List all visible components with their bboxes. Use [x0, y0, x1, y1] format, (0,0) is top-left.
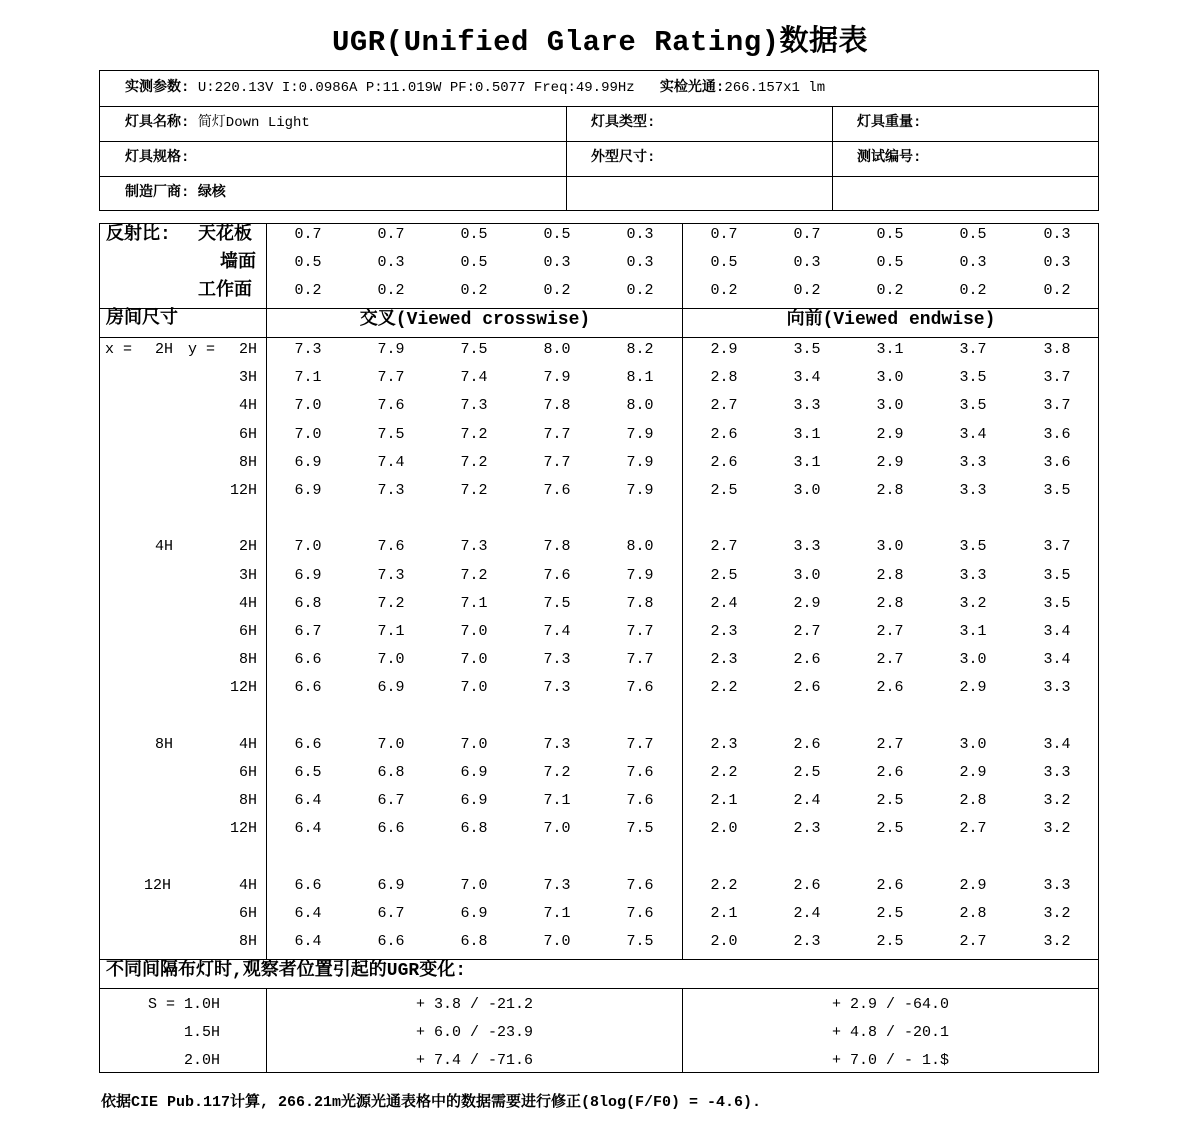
ugr-value: 6.9 [460, 905, 488, 922]
ugr-value: 3.5 [959, 538, 987, 556]
ugr-value: 2.9 [959, 679, 987, 697]
name-value: 简灯Down Light [197, 115, 310, 131]
endwise-label: 向前(Viewed endwise) [786, 310, 996, 330]
ugr-value: 7.5 [626, 820, 654, 838]
ugr-value: 7.0 [294, 538, 322, 556]
ugr-value: 8.2 [626, 341, 654, 358]
ugr-value: 3.5 [959, 397, 987, 415]
ugr-value: 7.0 [460, 735, 488, 753]
x-dimension: 12H [144, 876, 172, 894]
work-plane-label: 工作面 [198, 281, 252, 301]
ugr-value: 7.1 [543, 792, 571, 810]
reflectance-ceiling-value: 0.5 [959, 226, 987, 243]
ugr-value: 2.3 [793, 933, 821, 951]
reflectance-wall-value: 0.5 [460, 254, 488, 272]
reflectance-work-value: 0.2 [377, 282, 405, 300]
ugr-value: 7.8 [543, 397, 571, 415]
reflectance-ceiling-value: 0.3 [626, 226, 654, 243]
ugr-value: 2.6 [710, 453, 738, 471]
ugr-value: 2.9 [876, 453, 904, 471]
crosswise-label: 交叉(Viewed crosswise) [359, 310, 591, 330]
ugr-value: 3.0 [959, 735, 987, 753]
y-dimension: 12H [229, 482, 257, 499]
ugr-value: 2.7 [793, 623, 821, 640]
ugr-value: 2.3 [710, 623, 738, 640]
ugr-value: 7.6 [626, 764, 654, 781]
y-dimension: 4H [238, 735, 257, 753]
endwise-header [683, 308, 1099, 332]
ugr-value: 2.0 [710, 933, 738, 951]
info-row-maker [100, 176, 1098, 211]
y-dimension: 3H [238, 369, 257, 387]
ugr-value: 2.2 [710, 876, 738, 894]
reflectance-wall-value: 0.3 [543, 254, 571, 272]
ugr-value: 2.4 [710, 594, 738, 612]
y-dimension: 8H [238, 792, 257, 810]
ugr-value: 7.8 [543, 538, 571, 556]
y-dimension: 2H [238, 341, 257, 358]
ugr-value: 7.2 [543, 764, 571, 781]
ugr-value: 3.3 [1043, 764, 1071, 781]
test-no-label: 测试编号: [857, 150, 922, 166]
ugr-value: 3.2 [1043, 933, 1071, 951]
ugr-value: 3.4 [1043, 651, 1071, 669]
x-dimension: 2H [155, 341, 174, 358]
ugr-value: 3.2 [959, 594, 987, 612]
ugr-value: 7.0 [460, 679, 488, 697]
maker-value: 绿核 [197, 185, 226, 201]
ugr-value: 2.8 [959, 905, 987, 922]
ugr-value: 6.7 [377, 905, 405, 922]
ugr-value: 3.0 [876, 369, 904, 387]
ugr-value: 2.3 [710, 735, 738, 753]
ugr-value: 6.9 [460, 792, 488, 810]
measured-label: 实测参数: [125, 80, 190, 96]
ugr-value: 3.1 [876, 341, 904, 358]
endwise-variation: + 4.8 / -20.1 [831, 1024, 950, 1042]
ugr-value: 7.6 [626, 792, 654, 810]
crosswise-variation: + 6.0 / -23.9 [415, 1024, 534, 1042]
reflectance-work-value: 0.2 [710, 282, 738, 300]
ugr-value: 6.6 [377, 933, 405, 951]
ugr-value: 7.6 [543, 482, 571, 499]
ugr-value: 3.3 [1043, 679, 1071, 697]
ugr-value: 7.4 [377, 453, 405, 471]
reflectance-ceiling-value: 0.5 [876, 226, 904, 243]
ugr-value: 3.4 [1043, 623, 1071, 640]
reflectance-ceiling-value: 0.7 [294, 226, 322, 243]
ugr-value: 3.1 [793, 453, 821, 471]
ugr-value: 2.6 [876, 679, 904, 697]
ugr-value: 2.9 [959, 876, 987, 894]
ugr-value: 3.0 [793, 482, 821, 499]
reflectance-work-value: 0.2 [793, 282, 821, 300]
ugr-value: 2.3 [710, 651, 738, 669]
ugr-value: 7.9 [626, 425, 654, 443]
luminaire-info-table [99, 70, 1099, 211]
ugr-value: 3.0 [876, 397, 904, 415]
ugr-value: 7.3 [543, 735, 571, 753]
ugr-value: 7.3 [543, 876, 571, 894]
ugr-value: 7.8 [626, 594, 654, 612]
ugr-table [99, 223, 1099, 1073]
ugr-value: 7.6 [626, 905, 654, 922]
ugr-value: 3.7 [1043, 369, 1071, 387]
ugr-value: 6.4 [294, 905, 322, 922]
ugr-value: 3.1 [793, 425, 821, 443]
ugr-value: 6.9 [377, 876, 405, 894]
ugr-value: 2.8 [959, 792, 987, 810]
ugr-value: 2.7 [959, 933, 987, 951]
ugr-value: 6.4 [294, 792, 322, 810]
ugr-value: 7.7 [543, 425, 571, 443]
ugr-value: 7.7 [626, 651, 654, 669]
ugr-value: 7.9 [626, 566, 654, 584]
maker-label: 制造厂商: [125, 185, 190, 201]
reflectance-work-value: 0.2 [460, 282, 488, 300]
ugr-value: 6.6 [294, 735, 322, 753]
y-dimension: 8H [238, 933, 257, 951]
ugr-value: 2.5 [876, 905, 904, 922]
ugr-value: 2.9 [876, 425, 904, 443]
ugr-value: 2.7 [959, 820, 987, 838]
ugr-value: 8.1 [626, 369, 654, 387]
ugr-value: 7.7 [626, 735, 654, 753]
reflectance-work-value: 0.2 [876, 282, 904, 300]
ugr-value: 7.0 [377, 735, 405, 753]
ugr-value: 3.6 [1043, 453, 1071, 471]
ugr-value: 7.4 [543, 623, 571, 640]
ugr-value: 2.6 [876, 876, 904, 894]
ugr-value: 3.5 [793, 341, 821, 358]
ugr-value: 6.8 [460, 933, 488, 951]
ugr-value: 3.6 [1043, 425, 1071, 443]
ugr-value: 7.0 [543, 820, 571, 838]
reflectance-ceiling-value: 0.7 [793, 226, 821, 243]
ugr-value: 7.0 [460, 876, 488, 894]
ugr-value: 6.9 [294, 453, 322, 471]
spacing-label: 2.0H [183, 1052, 220, 1070]
reflectance-wall-value: 0.3 [959, 254, 987, 272]
name-label: 灯具名称: [125, 115, 190, 131]
ugr-value: 7.0 [377, 651, 405, 669]
ugr-value: 6.5 [294, 764, 322, 781]
ugr-value: 6.8 [460, 820, 488, 838]
reflectance-wall-value: 0.3 [626, 254, 654, 272]
x-dimension: 4H [155, 538, 174, 556]
y-dimension: 2H [238, 538, 257, 556]
reflectance-wall-value: 0.3 [377, 254, 405, 272]
reflectance-wall-value: 0.3 [1043, 254, 1071, 272]
ugr-value: 2.0 [710, 820, 738, 838]
ugr-value: 2.7 [876, 623, 904, 640]
ugr-value: 7.0 [460, 651, 488, 669]
ugr-value: 6.9 [294, 566, 322, 584]
y-dimension: 4H [238, 594, 257, 612]
ugr-value: 2.5 [793, 764, 821, 781]
ugr-value: 3.4 [1043, 735, 1071, 753]
y-dimension: 4H [238, 876, 257, 894]
ugr-value: 3.3 [959, 453, 987, 471]
ugr-value: 2.4 [793, 905, 821, 922]
ugr-value: 7.6 [377, 538, 405, 556]
ugr-value: 3.1 [959, 623, 987, 640]
ugr-value: 2.2 [710, 764, 738, 781]
ugr-value: 2.7 [710, 538, 738, 556]
crosswise-variation: + 3.8 / -21.2 [415, 996, 534, 1013]
crosswise-variation: + 7.4 / -71.6 [415, 1052, 534, 1070]
reflectance-label: 反射比: [106, 225, 171, 245]
ugr-value: 7.5 [626, 933, 654, 951]
ugr-value: 7.4 [460, 369, 488, 387]
ugr-value: 7.9 [543, 369, 571, 387]
type-label: 灯具类型: [591, 115, 656, 131]
ugr-value: 6.4 [294, 820, 322, 838]
ugr-value: 6.6 [377, 820, 405, 838]
ugr-value: 7.5 [543, 594, 571, 612]
ugr-value: 3.7 [1043, 538, 1071, 556]
wall-label: 墙面 [220, 253, 256, 273]
ugr-value: 2.9 [793, 594, 821, 612]
y-dimension: 4H [238, 397, 257, 415]
y-dimension: 8H [238, 651, 257, 669]
ceiling-label: 天花板 [198, 225, 252, 245]
ugr-value: 3.0 [876, 538, 904, 556]
ugr-value: 7.2 [460, 482, 488, 499]
ugr-value: 2.2 [710, 679, 738, 697]
y-dimension: 6H [238, 623, 257, 640]
ugr-value: 7.7 [377, 369, 405, 387]
spec-label: 灯具规格: [125, 150, 190, 166]
ugr-value: 7.3 [460, 397, 488, 415]
ugr-value: 3.3 [959, 566, 987, 584]
ugr-value: 2.7 [876, 651, 904, 669]
ugr-value: 6.8 [294, 594, 322, 612]
y-dimension: 6H [238, 764, 257, 781]
ugr-value: 6.9 [377, 679, 405, 697]
x-prefix: x = [105, 341, 133, 358]
ugr-value: 7.6 [626, 876, 654, 894]
ugr-value: 3.4 [959, 425, 987, 443]
ugr-value: 3.8 [1043, 341, 1071, 358]
ugr-value: 2.5 [876, 933, 904, 951]
reflectance-ceiling-value: 0.7 [377, 226, 405, 243]
reflectance-wall-value: 0.5 [710, 254, 738, 272]
ugr-value: 3.0 [793, 566, 821, 584]
ugr-value: 2.5 [876, 792, 904, 810]
reflectance-work-value: 0.2 [294, 282, 322, 300]
ugr-value: 7.1 [543, 905, 571, 922]
reflectance-work-value: 0.2 [959, 282, 987, 300]
reflectance-ceiling-value: 0.3 [1043, 226, 1071, 243]
ugr-value: 2.8 [876, 566, 904, 584]
ugr-value: 3.7 [1043, 397, 1071, 415]
ugr-value: 7.1 [377, 623, 405, 640]
ugr-value: 6.6 [294, 876, 322, 894]
ugr-value: 3.3 [793, 397, 821, 415]
y-dimension: 6H [238, 425, 257, 443]
size-label: 外型尺寸: [591, 150, 656, 166]
ugr-value: 7.3 [543, 651, 571, 669]
ugr-value: 6.9 [460, 764, 488, 781]
ugr-value: 2.8 [710, 369, 738, 387]
ugr-value: 6.4 [294, 933, 322, 951]
ugr-value: 3.5 [1043, 566, 1071, 584]
ugr-value: 2.3 [793, 820, 821, 838]
ugr-value: 2.6 [793, 876, 821, 894]
ugr-value: 2.5 [710, 482, 738, 499]
ugr-value: 2.5 [710, 566, 738, 584]
ugr-value: 6.9 [294, 482, 322, 499]
reflectance-work-value: 0.2 [626, 282, 654, 300]
ugr-value: 7.2 [460, 453, 488, 471]
ugr-value: 3.5 [1043, 482, 1071, 499]
x-dimension: 8H [155, 735, 174, 753]
ugr-value: 7.5 [377, 425, 405, 443]
ugr-value: 7.0 [294, 397, 322, 415]
ugr-value: 7.7 [626, 623, 654, 640]
ugr-value: 6.7 [377, 792, 405, 810]
ugr-value: 8.0 [626, 538, 654, 556]
page-title: UGR(Unified Glare Rating)数据表 [331, 26, 869, 59]
ugr-value: 6.7 [294, 623, 322, 640]
ugr-value: 3.4 [793, 369, 821, 387]
measured-value: U:220.13V I:0.0986A P:11.019W PF:0.5077 Freq:49.99Hz [197, 80, 635, 96]
y-dimension: 6H [238, 905, 257, 922]
ugr-value: 2.9 [959, 764, 987, 781]
ugr-value: 2.8 [876, 482, 904, 499]
ugr-value: 7.3 [543, 679, 571, 697]
ugr-value: 3.3 [1043, 876, 1071, 894]
reflectance-ceiling-value: 0.7 [710, 226, 738, 243]
reflectance-wall-value: 0.5 [876, 254, 904, 272]
ugr-value: 2.9 [710, 341, 738, 358]
ugr-value: 7.1 [294, 369, 322, 387]
info-row-name [100, 106, 1098, 142]
ugr-value: 6.8 [377, 764, 405, 781]
ugr-value: 2.6 [793, 679, 821, 697]
ugr-value: 2.7 [876, 735, 904, 753]
ugr-value: 7.2 [460, 566, 488, 584]
y-prefix: y = [188, 341, 216, 358]
reflectance-work-value: 0.2 [543, 282, 571, 300]
ugr-value: 8.0 [626, 397, 654, 415]
ugr-value: 3.0 [959, 651, 987, 669]
ugr-value: 2.6 [793, 735, 821, 753]
ugr-value: 2.1 [710, 905, 738, 922]
ugr-value: 7.5 [460, 341, 488, 358]
ugr-value: 2.6 [876, 764, 904, 781]
endwise-variation: + 7.0 / - 1.$ [831, 1052, 950, 1070]
ugr-value: 7.3 [460, 538, 488, 556]
y-dimension: 3H [238, 566, 257, 584]
reflectance-ceiling-value: 0.5 [460, 226, 488, 243]
ugr-value: 3.3 [959, 482, 987, 499]
y-dimension: 8H [238, 453, 257, 471]
y-dimension: 12H [229, 679, 257, 697]
ugr-value: 7.9 [626, 453, 654, 471]
ugr-value: 8.0 [543, 341, 571, 358]
reflectance-ceiling-value: 0.5 [543, 226, 571, 243]
ugr-value: 7.9 [377, 341, 405, 358]
room-size-label: 房间尺寸 [106, 309, 178, 329]
ugr-value: 2.5 [876, 820, 904, 838]
ugr-value: 3.2 [1043, 905, 1071, 922]
ugr-value: 7.6 [377, 397, 405, 415]
ugr-value: 7.0 [294, 425, 322, 443]
ugr-value: 6.6 [294, 651, 322, 669]
ugr-value: 2.6 [793, 651, 821, 669]
ugr-value: 3.3 [793, 538, 821, 556]
flux-label: 实检光通: [659, 80, 725, 96]
weight-label: 灯具重量: [857, 115, 922, 131]
ugr-value: 2.4 [793, 792, 821, 810]
ugr-value: 2.1 [710, 792, 738, 810]
ugr-value: 7.3 [377, 566, 405, 584]
ugr-value: 6.6 [294, 679, 322, 697]
info-row-measured [100, 71, 1098, 107]
ugr-value: 2.8 [876, 594, 904, 612]
ugr-value: 3.5 [1043, 594, 1071, 612]
crosswise-header [267, 308, 683, 332]
spacing-label: S = 1.0H [147, 996, 220, 1013]
ugr-value: 3.5 [959, 369, 987, 387]
ugr-value: 7.2 [460, 425, 488, 443]
flux-value: 266.157x1 lm [724, 80, 826, 96]
ugr-value: 3.2 [1043, 820, 1071, 838]
ugr-value: 7.3 [377, 482, 405, 499]
reflectance-wall-value: 0.3 [793, 254, 821, 272]
ugr-value: 7.6 [543, 566, 571, 584]
ugr-value: 7.0 [460, 623, 488, 640]
spacing-label: 1.5H [183, 1024, 220, 1042]
footnote-text: 依据CIE Pub.117计算, 266.21m光源光通表格中的数据需要进行修正(8log(F/F0) = -4.6). [101, 1094, 762, 1111]
footnote [101, 1090, 761, 1111]
ugr-value: 7.7 [543, 453, 571, 471]
ugr-value: 7.1 [460, 594, 488, 612]
endwise-variation: + 2.9 / -64.0 [831, 996, 950, 1013]
info-row-spec [100, 141, 1098, 177]
ugr-value: 3.2 [1043, 792, 1071, 810]
ugr-value: 7.9 [626, 482, 654, 499]
variation-label: 不同间隔布灯时,观察者位置引起的UGR变化: [106, 961, 467, 981]
ugr-value: 7.3 [294, 341, 322, 358]
ugr-value: 3.7 [959, 341, 987, 358]
reflectance-work-value: 0.2 [1043, 282, 1071, 300]
ugr-value: 7.0 [543, 933, 571, 951]
ugr-value: 2.6 [710, 425, 738, 443]
reflectance-wall-value: 0.5 [294, 254, 322, 272]
ugr-value: 2.7 [710, 397, 738, 415]
ugr-value: 7.6 [626, 679, 654, 697]
ugr-value: 7.2 [377, 594, 405, 612]
y-dimension: 12H [229, 820, 257, 838]
